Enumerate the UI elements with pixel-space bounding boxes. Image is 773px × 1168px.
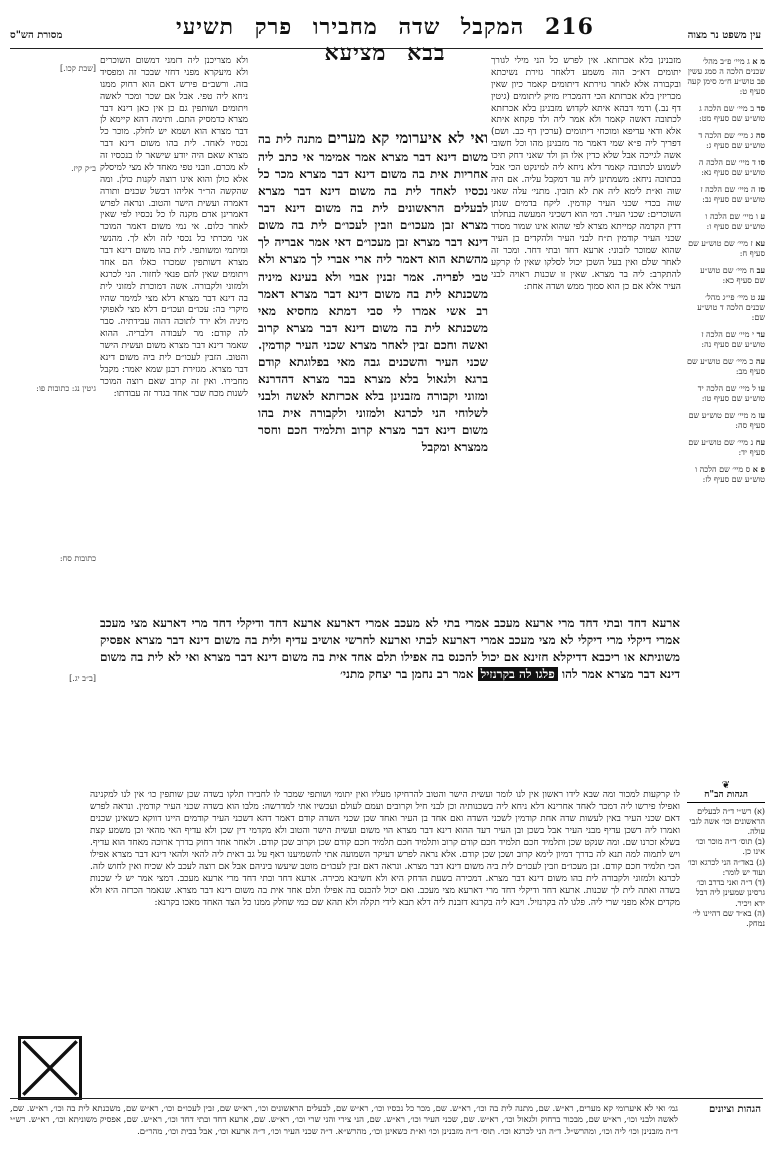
haghot-item: (ג) באד״ה הני לכרגא וכו׳ ועוד יש לומר: (687, 857, 765, 877)
highlighted-phrase: פלגו לה בקרנזיל (478, 667, 558, 681)
masoret-ref: [שבת קכו.] (60, 64, 96, 73)
title-word: המקבל (460, 14, 525, 40)
ein-mishpat-entry: סז ה מיי׳ שם הלכה ז טוש״ע שם סעיף נב: (700, 184, 765, 204)
ein-mishpat-entry: עד י מיי׳ שם הלכה ז טוש״ע שם סעיף נה: (701, 329, 765, 349)
ein-mishpat-entry: עח נ מיי׳ שם טוש״ע שם סעיף יד: (688, 437, 765, 457)
footer-notes: גמ׳ ואי לא איערומי קא מערים, רא״ש. שם, מתנה לית בה וכו׳, רא״ש. שם, מכר כל נכסיו וכו׳, רא״ש שם, לבעלים הראשונים וכו׳, רא״ש שם, זבין לעכו״ם וכו׳, רא״ש שם, משכנתא לית בה וכו׳, רא״ש. שם, לאשה ולבני וכו׳, רא״ש שם, מבכור ברחוק ולגאול וכו׳, רא״ש. שם, שכני העיר וכו׳, רא״ש. שם, הני צירי והני שרי וכו׳, רא״ש. שם, ארעא דחד ובתי דחד וכו׳, רא״ש. שם, אפסיק משוניתא וכו׳, רא״ש. רש״י ד״ה מזבנינן וכו׳ ליה וכו׳, ומהרש״ל. ד״ה הני לכרגא וכו׳. תוס׳ ד״ה מזבנינן וכו׳ וא״ת כשאינן וכו׳, מהרש״א. ד״ה שכני העיר וכו׳, ד״ה ארעא וכו׳, אבל בבית וכו׳, מהר״ם. (10, 1104, 678, 1137)
masoret-ref: גיטין נג: כתובות פו: (36, 384, 96, 393)
haghot-item: (ד) ד״ה ואני בדרב וכו׳ גרסינן שמעינן ליה דבל ידא ויכיר. (695, 878, 765, 908)
crossed-box-icon (21, 1039, 79, 1097)
ein-mishpat-entry: עב ח מיי׳ שם טוש״ע שם סעיף כא: (700, 265, 765, 285)
haghot-item: (א) רש״י ד״ה לבעלים הראשונים וכו׳ אשה לגבי עולה. (689, 806, 765, 836)
haghot-item: (ה) בא״ד שם דהיינו לי׳ נמחק. (692, 908, 765, 929)
haghot-item: (ב) תוס׳ ד״ה מוכר וכו׳ אינו כן. (695, 837, 765, 857)
ein-mishpat-entry: סו ד מיי׳ שם הלכה ה טוש״ע שם סעיף נא: (698, 157, 765, 177)
ein-mishpat-entry: סה ג מיי׳ שם הלכה ד טוש״ע שם סעיף ג: (698, 130, 765, 150)
gemara-continuation (100, 615, 680, 683)
gemara-continuation-end: אמר רב נחמן בר יצחק מתני׳ (340, 667, 474, 682)
title-word: פרק (254, 14, 293, 40)
ein-mishpat-entry: פ א ס מיי׳ שם הלכה ו טוש״ע שם סעיף לז: (695, 464, 765, 484)
header-divider (10, 48, 763, 49)
ein-mishpat-entry: עא ז מיי׳ שם טוש״ע שם סעיף ח: (688, 238, 765, 258)
footer-label: הגהות וציונים (708, 1104, 761, 1115)
ein-mishpat-header: עין משפט נר מצוה (687, 30, 761, 41)
masoret-hashas-column (8, 56, 96, 684)
masoret-ref: כתובות סח: (59, 554, 96, 563)
footer-divider (10, 1098, 763, 1099)
ein-mishpat-column (687, 56, 765, 828)
ein-mishpat-entry: עג ט מיי׳ פי״ג מהל׳ שכנים הלכה ד טוש״ע שם: (697, 292, 765, 322)
tosafot-commentary: ולא מצריכנן ליה דזמני דמשום השוכרים ולא מיעקרא מפני דחזי שבכר זה ומפסיד בזה. ורשב״ם פירש דאם הוא רחוק ממנו ניחא ליה טפי. אבל אם שכר ומכר לאשה ויתומים ושותפין גם כן אין כאן דינא דבר מצרא כדמסיק התם. ותימה דהא קיימא לן דבר מצרא הוא ושמא יש לחלק. מוכר כל נכסיו לאחד. לית בהו משום דינא דבר מצרא שאם היה יודע שישאר לו בנכסיו זה לא מכרם. וזבני טפי מאחד לא מצי למיסלק אלא כולן והוא אינו רוצה לקנות כולן. ומה שהקשה הר״ר אליהו דבשל שכנים ותורה דאמרה ועשית הישר והטוב. ונראה לפרש דאמרינן אדם מקנה לו כל נכסיו לפי שאין לאחר כלום. אי נמי משום דאמר המוכר אני מכרתי כל נכסי לזה ולא לך. מהנשי ומיתמי ומשותפי. לית בהו משום דינא דבר מצרא דשותפין שמכרו כאלו הם אחד ויתומים שאין להם פנאי לחזור. הני לכרגא ולמזוני ולקבורה. אשה דמוכרת למזוני לית בה דינא דבר מצרא דלא מצי למימר שהיו מיקרי בה: עכו״ם ועכו״ם דלא מצי לאפוקי מיניה ולא ירד לתוכה דהוה עבידתיה. סבר לה קודם: מר לעבודה דלבריה. ההוא שאמר דינא דבר מצרא משום ועשית הישר והטוב. הזבין לעכו״ם לית ביה משום דינא דבר מצרא. מגזירת רבנן שמא יאמר: מקבל מחבירו. ואין זה קרוב שאם רוצה המוכר לשנות מכח שכר אחד בגדר זה עבודתו: (100, 56, 248, 399)
title-word: מציעא (324, 40, 387, 66)
title-word: בבא (407, 40, 446, 66)
ornament-divider: ❦ (721, 780, 731, 791)
gemara-text (258, 128, 488, 456)
lower-commentary: לו קרקעות למכור ומה שבא לידו ראשון אין לנו לומר ועשית הישר והטוב להרחיקו מעליו ואין יתומי ושותפי שמכר לו לחבירו תלקו בשדה שכן שותפין כו׳ אין לנו למקנינה ואפילו פירשו ליה דמכר לאחד אחרינא דלא ניחא ליה בשכנותיה וכן לבני חיל וקרובים ועמם לעולם ועכשיו אתי למדרשה: מלבו הוא בשדה שכני העיר קודמין. ונראה לפרש דאם שכני העיר באין לעשות שדה אחת קודמין לשכני השדה ואם אחד בן העיר ואחד שכן שכני השדה קודם דאמר דהא דשכני העיר קודמים היינו דווקא כשאינן שכנים ואמרו ליה דשכן עדיף מבני העיר אבל בשכן ובן העיר דעד ההוא דינא דבר מצרא הוי משום ועשית הישר והטוב ולא מקדמי דין שכן ולא עדיף האי מהאי וכן משמע קצת בשלא זכרנו שם. ומה שנקט שכן ותלמיד חכם תלמיד חכם קודם קרוב ותלמיד חכם תלמיד חכם קודם שכן וקרוב שכן קודם. ולאחר אחד רחוק בדרך ארוכה מאחד הוא עדיף. ויש לתמוה למה תנא לה בדרך דמיון לימא קרוב ושכן שכן קודם. אלא נראה לפרש דעיקר השמועה אתי להשמיענו דאף על גב דאית ליה להאי ולהאי דינא דבר מצרא אפילו הכי תלמיד חכם קודם. זבן מעכו״ם וזבין לעכו״ם לית ביה משום דינא דבר מצרא. ונראה דאם זבין לעכו״ם מוטב שיעשו ביניהם אבל אם רוצה לעכב לא שכיח ואין לחוש לזה. לכרגא ולמזוני ולקבורה לית בהו משום דינא דבר מצרא. דמכירה בשעת הדחק היא ולא חשיבא מכירה. ארעא דחד ובתי דחד מרי ארעא מעכב. דמצי אמר יש לי שכנות בשדה ואתה לית לך שכנות. ארעא דחד ודיקלי דחד מרי דארעא מצי מעכב. ואם יכול להכנס בה אפילו תלם אחד אית בה משום דינא דבר מצרא. שנאמר הכרזה היא ולא מקדים אלא מפני שרי ליה. פלגו לה בקרנזיל. ויבא ליה בקרנא דזבנת ליה דלא תבא לידי תקלה ולא תהא שם כמי שחלק ממנו כל הצד האחד מאכו בקרנא: (90, 790, 680, 908)
gemara-body: מתנה לית בה משום דינא דבר מצרא אמר אמימר אי כתב ליה אחריות אית בה משום דינא דבר מצרא מכר כל נכסיו לאחד לית בה משום דינא דבר מצרא לבעלים הראשונים לית בה משום דינא דבר מצרא זבן מעכו״ם וזבין לעכו״ם לית בה משום דינא דבר מצרא זבן מעכו״ם דאי אמר אבריה לך מהשתא הוא דאמר ליה ארי אברי לך מצרא ולא טבי לפריה. אמר זבנין אבוי ולא בעינא מיניה משכנתא לית בה משום דינא דבר מצרא דאמר רב אשי אמרו לי סבי דמתא מחסיא מאי משכנתא לית בה משום דינא דבר מצרא קרוב ואשה וחכם זבין לאחר מצרא שכני העיר קודמין. שכני העיר והשכנים גבה מאי בפלוגתא קודם ברגא ולגאול בלא מצרא בבר מצרא דהדרנא ומזוני וקבורה מזבנינן בלא אכרזתא לאשה ולבני לשלוחי הני לכרגא ולמזוני ולקבורה אית בהו משום דינא דבר מצרא קרוב ותלמיד חכם וחסר ממצרא ומקבל (258, 132, 488, 454)
title-word: תשיעי (176, 14, 235, 40)
rashi-commentary: מזבנינן בלא אכרזתא. אין לפרש כל הני מילי לגורך יתומים דא״כ הוה משמע דלאחר גזירת נשיכתא ובקבורה אלא לאחר גזירתא דיתומים קאמר כיון שאין מכריזין בלא אכרזתא הכי דהמכריז מזיק ליתומים (גיטין דף נב.) ודמי דבהא איתא לקדוש מזבנינן בלא אכרזתא לכתובה דאשה קאמר ולא אמר ליה ולד פקחא איתא אלא ודאי עדיפא ומוכחי דיתומים (ערכין דף כב. ושם) דפריך ליה פ״א שמי דאמר מר מזבנינן מהו וכל חשובי אשה לגייכה אבל שלא כדין אלו הן ולד שאני דחק תיכו לשמוע לכתובה קאמר דלא ניחא ליה למינקט הכי אבל בכתובה ניחא: משמתינן ליה עד דמקבל עליה. אם היה שוה וא״ת לימא ליה את לא תזבין. מתני׳ עלה שאני שוה בכדי שכני העיר קודמין. ליקח בדמים שנתן השוכרים: שכני העיר. דמי הוא דשכיני המעשה בנחלתו דדין הקדמה קמייתא מצרא לפי שהוא אינו שמור מסדר שכני העיר קודמין ת״ח לבני העיר ולהקדים בן העיר שהוא שמוכר לזבוני: ארעא דחד ובתי דחד. ומכר זה לאחר שלם ואין בעל השכן יכול לסלקו שאין לו קרקע להתקרב: ליה בר מצרא. שאין זו שכנות ראויה לבני העיר אלא אם כן הוא סמוך ממש ושדה אחת: (491, 56, 681, 292)
ein-mishpat-entry: ע ו מיי׳ שם הלכה ו טוש״ע שם סעיף ו: (705, 211, 765, 231)
title-word: שדה (398, 14, 441, 40)
gemara-lead-words: ואי לא איערומי קא מערים (327, 129, 488, 147)
haghot-title: הגהות הב"ח (687, 790, 765, 803)
publisher-logo (18, 1036, 82, 1100)
ein-mishpat-entry: עז מ מיי׳ שם טוש״ע שם סעיף סה: (688, 410, 765, 430)
title-word: מחבירו (312, 14, 378, 40)
ein-mishpat-entry: סד ב מיי׳ שם הלכה ג טוש״ע שם סעיף מט: (699, 103, 765, 123)
masoret-ref: ב״ק קיז. (71, 164, 96, 173)
ein-mishpat-entry: מ א ג מיי׳ פ״ב מהל׳ שכנים הלכה ה סמג עשין פב טוש״ע ח״מ סימן קעה סעיף ט: (687, 56, 765, 96)
page-number: 216 (545, 14, 594, 40)
gemara-continuation-text: ארעא דחד ובתי דחד מרי ארעא מעכב אמרי בתי לא מעכב אמרי דארעא ארעא דחד ודיקלי דחד מרי דארעא מצי מעכב אמרי דיקלי מרי דיקלי לא מצי מעכב אמרי דארעא לבתי וארעא לחרשי אושיב עדיף ולית בה משום דינא דבר מצרא אפסיק משוניתא או ריכבא דדיקלא חזינא אם יכול להכנס בה אפילו תלם אחד אית בה משום דינא דבר מצרא ואי לא לית בה משום דינא דבר מצרא אמר להו (100, 616, 680, 682)
ein-mishpat-entry: עו ל מיי׳ שם הלכה יד טוש״ע שם סעיף טו: (697, 383, 765, 403)
masoret-hashas-header: מסורת הש"ס (10, 30, 63, 41)
haghot-habach-box (687, 790, 765, 929)
ein-mishpat-entry: עה כ מיי׳ שם טוש״ע שם סעיף מב: (687, 356, 765, 376)
masoret-ref: [ב״ב יג.] (69, 674, 96, 683)
